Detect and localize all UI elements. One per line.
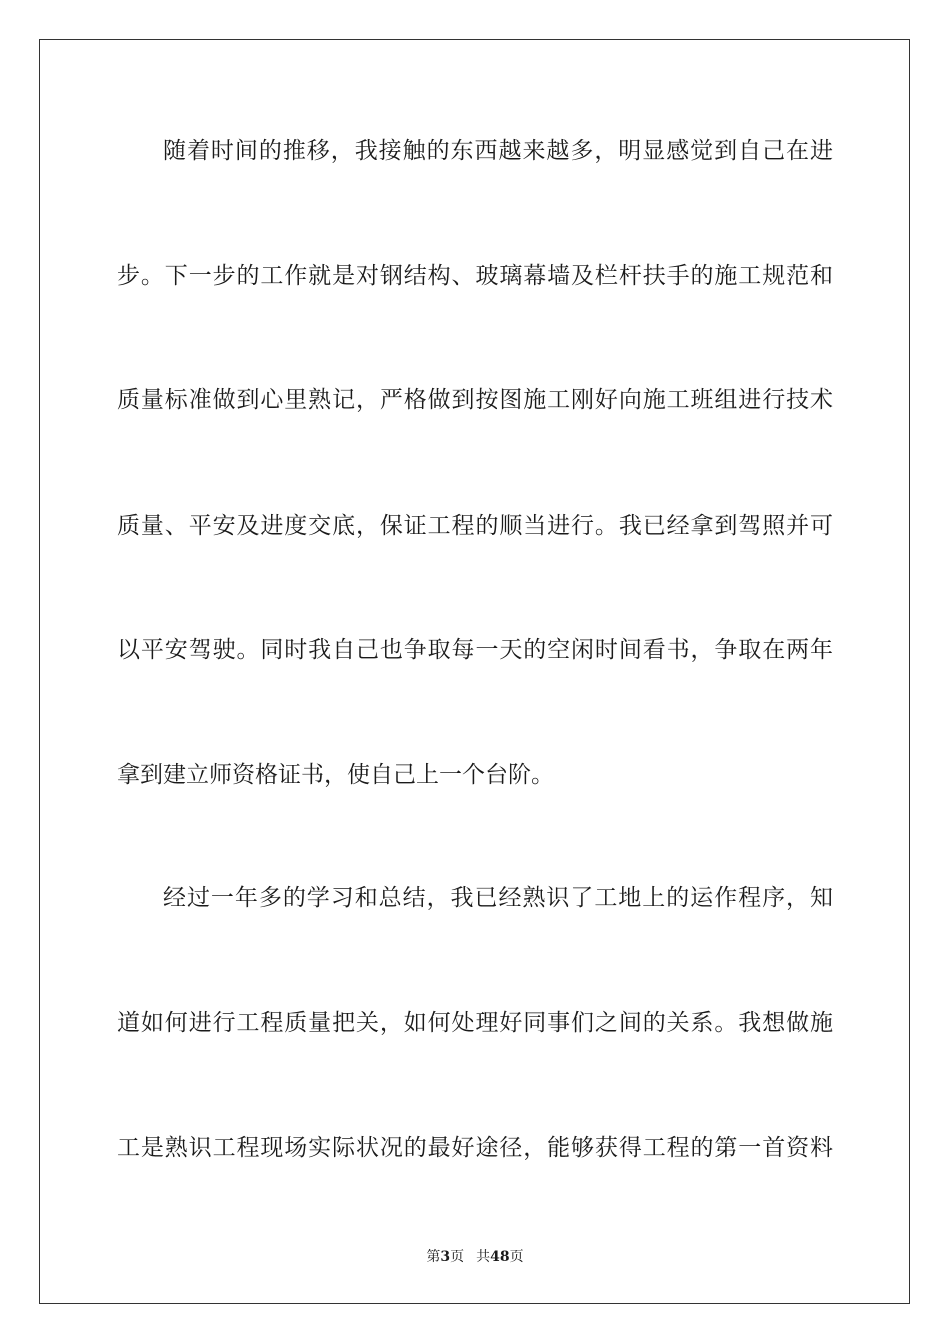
paragraph-2-line-2: 道如何进行工程质量把关，如何处理好同事们之间的关系。我想做施 [117, 1010, 833, 1036]
paragraph-1-line-2: 步。下一步的工作就是对钢结构、玻璃幕墙及栏杆扶手的施工规范和 [117, 263, 833, 289]
total-prefix: 共 [476, 1249, 491, 1265]
paragraph-1-line-3: 质量标准做到心里熟记，严格做到按图施工刚好向施工班组进行技术 [117, 387, 833, 413]
page-suffix: 页 [450, 1249, 465, 1265]
page-number: 3 [440, 1249, 451, 1265]
paragraph-1-line-1: 随着时间的推移，我接触的东西越来越多，明显感觉到自己在进 [163, 138, 833, 164]
paragraph-1-line-4: 质量、平安及进度交底，保证工程的顺当进行。我已经拿到驾照并可 [117, 513, 833, 539]
page-footer [0, 1247, 950, 1267]
total-suffix: 页 [509, 1249, 524, 1265]
paragraph-2-line-3: 工是熟识工程现场实际状况的最好途径，能够获得工程的第一首资料 [117, 1135, 833, 1161]
page-border [39, 39, 910, 1304]
total-pages: 48 [490, 1249, 510, 1265]
page-prefix: 第 [426, 1249, 441, 1265]
paragraph-2-line-1: 经过一年多的学习和总结，我已经熟识了工地上的运作程序，知 [163, 885, 833, 911]
paragraph-1-line-6: 拿到建立师资格证书，使自己上一个台阶。 [117, 762, 554, 788]
paragraph-1-line-5: 以平安驾驶。同时我自己也争取每一天的空闲时间看书，争取在两年 [117, 637, 833, 663]
